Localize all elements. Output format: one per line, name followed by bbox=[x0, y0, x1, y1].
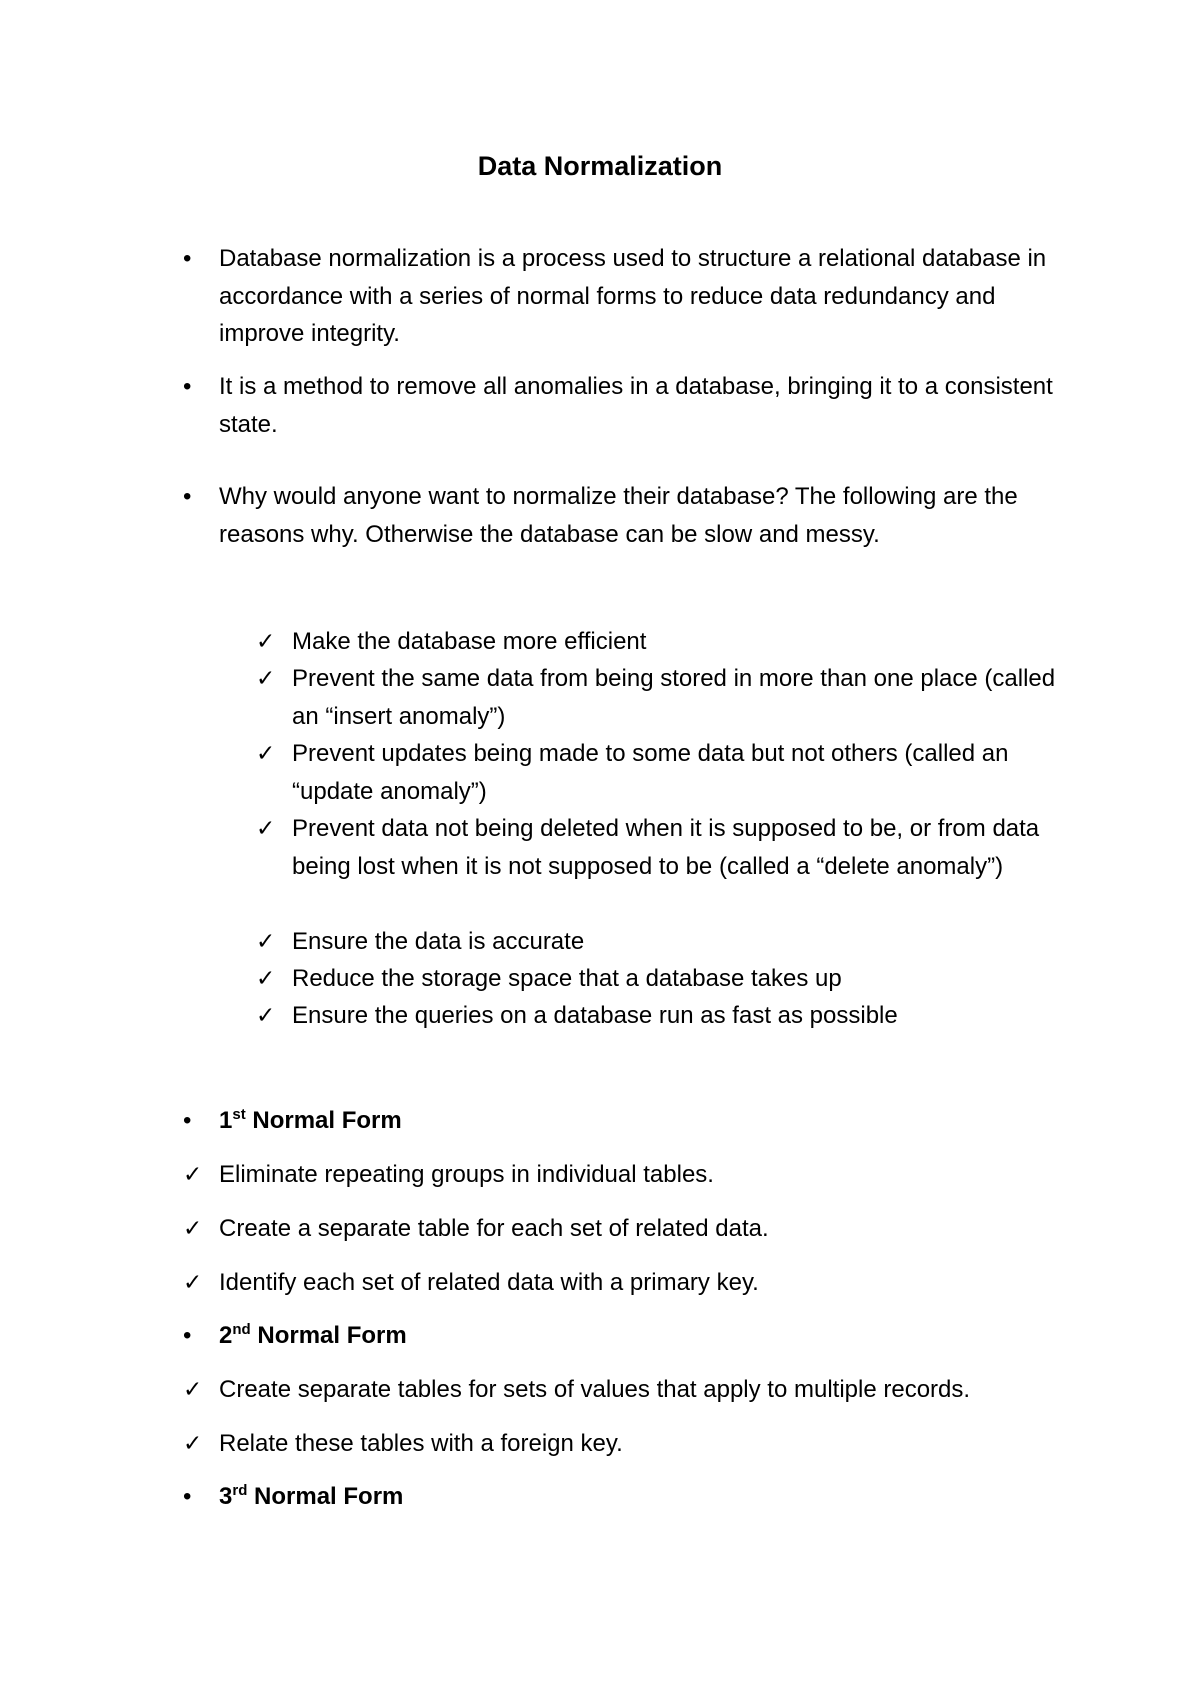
step-text: Create a separate table for each set of related data. bbox=[219, 1215, 769, 1242]
normal-form-title bbox=[219, 1317, 1059, 1355]
normal-form-ordinal: st bbox=[232, 1106, 246, 1123]
checkmark-icon: ✓ bbox=[256, 928, 276, 954]
normal-form-number: 2 bbox=[219, 1322, 233, 1349]
normal-form-label: Normal Form bbox=[252, 1107, 402, 1134]
checkmark-icon: ✓ bbox=[183, 1215, 203, 1241]
bullet-icon: • bbox=[183, 483, 192, 510]
intro-bullet-text: Database normalization is a process used to structure a relational database in accordance with a series of normal forms to reduce data redundancy and improve integrity. bbox=[219, 245, 1047, 347]
bullet-icon: • bbox=[183, 245, 192, 272]
step-text: Identify each set of related data with a primary key. bbox=[219, 1269, 759, 1296]
intro-bullet-1 bbox=[0, 240, 1200, 355]
normal-form-number: 1 bbox=[219, 1107, 233, 1134]
bullet-icon: • bbox=[183, 1107, 192, 1134]
normal-form-label: Normal Form bbox=[254, 1483, 404, 1510]
intro-bullet-text: It is a method to remove all anomalies in a database, bringing it to a consistent state. bbox=[219, 373, 1053, 438]
step-text: Create separate tables for sets of values that apply to multiple records. bbox=[219, 1376, 971, 1403]
checkmark-icon: ✓ bbox=[183, 1376, 203, 1402]
checkmark-icon: ✓ bbox=[256, 1002, 276, 1028]
reason-text: Prevent data not being deleted when it is supposed to be, or from data being lost when it is not supposed to be (called a “delete anomaly”) bbox=[292, 815, 1040, 880]
normal-form-title bbox=[219, 1102, 1059, 1140]
checkmark-icon: ✓ bbox=[256, 965, 276, 991]
checkmark-icon: ✓ bbox=[183, 1430, 203, 1456]
normal-form-label: Normal Form bbox=[257, 1322, 407, 1349]
bullet-icon: • bbox=[183, 1483, 192, 1510]
checkmark-icon: ✓ bbox=[256, 815, 276, 841]
checkmark-icon: ✓ bbox=[256, 628, 276, 654]
reason-text: Ensure the queries on a database run as fast as possible bbox=[292, 1002, 898, 1029]
checkmark-icon: ✓ bbox=[183, 1161, 203, 1187]
reason-text: Prevent updates being made to some data but not others (called an “update anomaly”) bbox=[292, 740, 1009, 805]
checkmark-icon: ✓ bbox=[183, 1269, 203, 1295]
reason-text: Ensure the data is accurate bbox=[292, 928, 585, 955]
intro-bullet-3 bbox=[0, 478, 1200, 558]
normal-form-number: 3 bbox=[219, 1483, 233, 1510]
checkmark-icon: ✓ bbox=[256, 740, 276, 766]
normal-form-title bbox=[219, 1478, 1059, 1516]
intro-bullet-text: Why would anyone want to normalize their database? The following are the reasons why. Otherwise the database can be slow and messy. bbox=[219, 483, 1018, 548]
step-text: Relate these tables with a foreign key. bbox=[219, 1430, 623, 1457]
checkmark-icon: ✓ bbox=[256, 665, 276, 691]
reason-text: Make the database more efficient bbox=[292, 628, 647, 655]
bullet-icon: • bbox=[183, 373, 192, 400]
intro-bullet-2 bbox=[0, 368, 1200, 448]
normal-form-ordinal: rd bbox=[232, 1482, 248, 1499]
bullet-icon: • bbox=[183, 1322, 192, 1349]
step-text: Eliminate repeating groups in individual tables. bbox=[219, 1161, 714, 1188]
normal-form-ordinal: nd bbox=[232, 1321, 251, 1338]
page-title: Data Normalization bbox=[477, 151, 723, 181]
reason-text: Prevent the same data from being stored in more than one place (called an “insert anomaly”) bbox=[292, 665, 1056, 730]
reason-text: Reduce the storage space that a database takes up bbox=[292, 965, 842, 992]
